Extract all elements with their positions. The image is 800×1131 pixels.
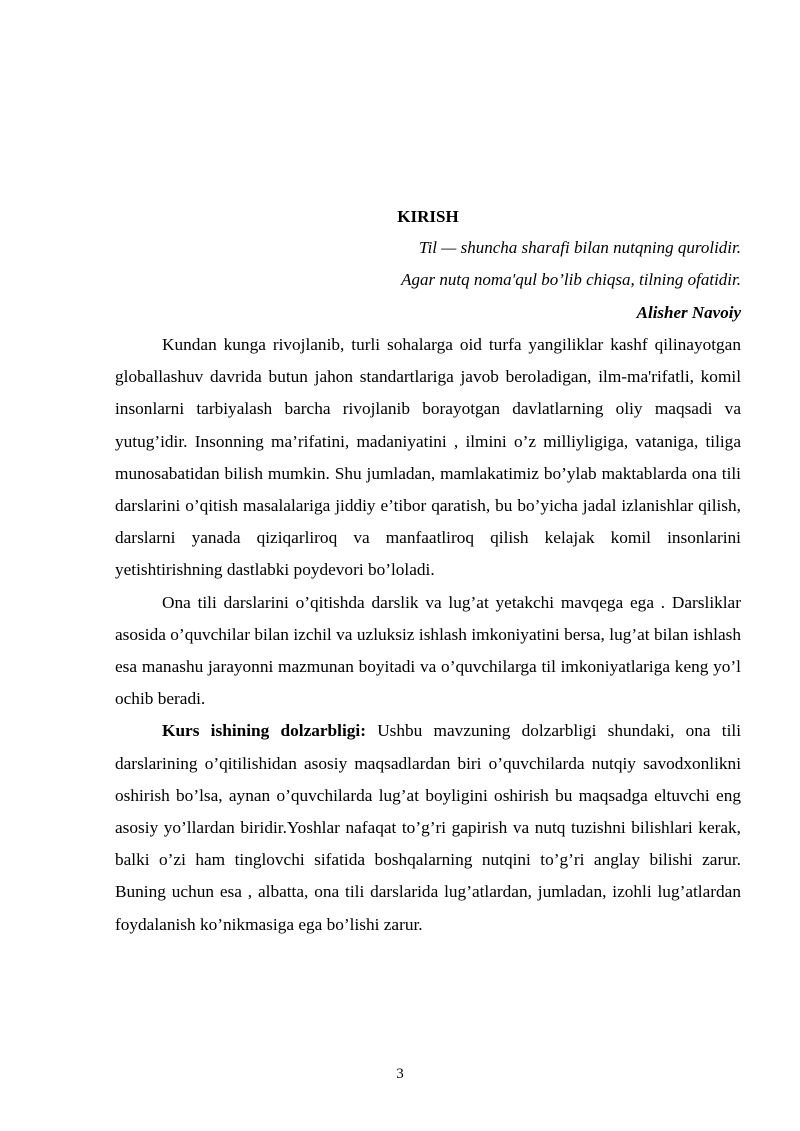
- epigraph-line-1: Til — shuncha sharafi bilan nutqning qurolidir.: [419, 238, 741, 257]
- paragraph-2: Ona tili darslarini o’qitishda darslik va lug’at yetakchi mavqega ega . Darsliklar asosida o’quvchilar bilan izchil va uzluksiz ishlash imkoniyatini bersa, lug’at bilan ishlash esa manashu jarayonni mazmunan boyitadi va o’quvchilarga til imkoniyatlariga keng yo’l ochib beradi.: [115, 592, 741, 709]
- epigraph-line-2: Agar nutq noma'qul bo’lib chiqsa, tilning ofatidir.: [401, 270, 741, 289]
- paragraph-3-text: Ushbu mavzuning dolzarbligi shundaki, ona tili darslarining o’qitilishidan asosiy maqsadlardan biri o’quvchilarda nutqiy savodxonlikni oshirish bo’lsa, aynan o’quvchilarda lug’at boyligini oshirish bu maqsadga eltuvchi eng asosiy yo’llardan biridir.Yoshlar nafaqat to’g’ri gapirish va nutq tuzishni bilishlari kerak, balki o’zi ham tinglovchi sifatida boshqalarning nutqini to’g’ri anglay bilishi zarur. Buning uchun esa , albatta, ona tili darslarida lug’atlardan, jumladan, izohli lug’atlardan foydalanish ko’nikmasiga ega bo’lishi zarur.: [115, 721, 742, 934]
- paragraph-3-label: Kurs ishining dolzarbligi:: [162, 721, 366, 741]
- epigraph-author: Alisher Navoiy: [636, 303, 741, 322]
- paragraph-1: Kundan kunga rivojlanib, turli sohalarga oid turfa yangiliklar kashf qilinayotgan globallashuv davrida butun jahon standartlariga javob beroladigan, ilm-ma'rifatli, komil insonlarni tarbiyalash barcha rivojlanib borayotgan davlatlarning oliy maqsadi va yutug’idir. Insonning ma’rifatini, madaniyatini , ilmini o’z milliyligiga, vataniga, tiliga munosabatidan bilish mumkin. Shu jumladan, mamlakatimiz bo’ylab maktablarda ona tili darslarini o’qitish masalalariga jiddiy e’tibor qaratish, bu bo’yicha jadal izlanishlar qilish, darslarni yanada qiziqarliroq va manfaatliroq qilish kelajak komil insonlarini yetishtirishning dastlabki poydevori bo’loladi.: [115, 335, 741, 580]
- page-number: 3: [396, 1066, 404, 1082]
- section-heading: KIRISH: [397, 207, 459, 226]
- paragraph-3: [115, 715, 741, 940]
- document-page: [115, 202, 741, 941]
